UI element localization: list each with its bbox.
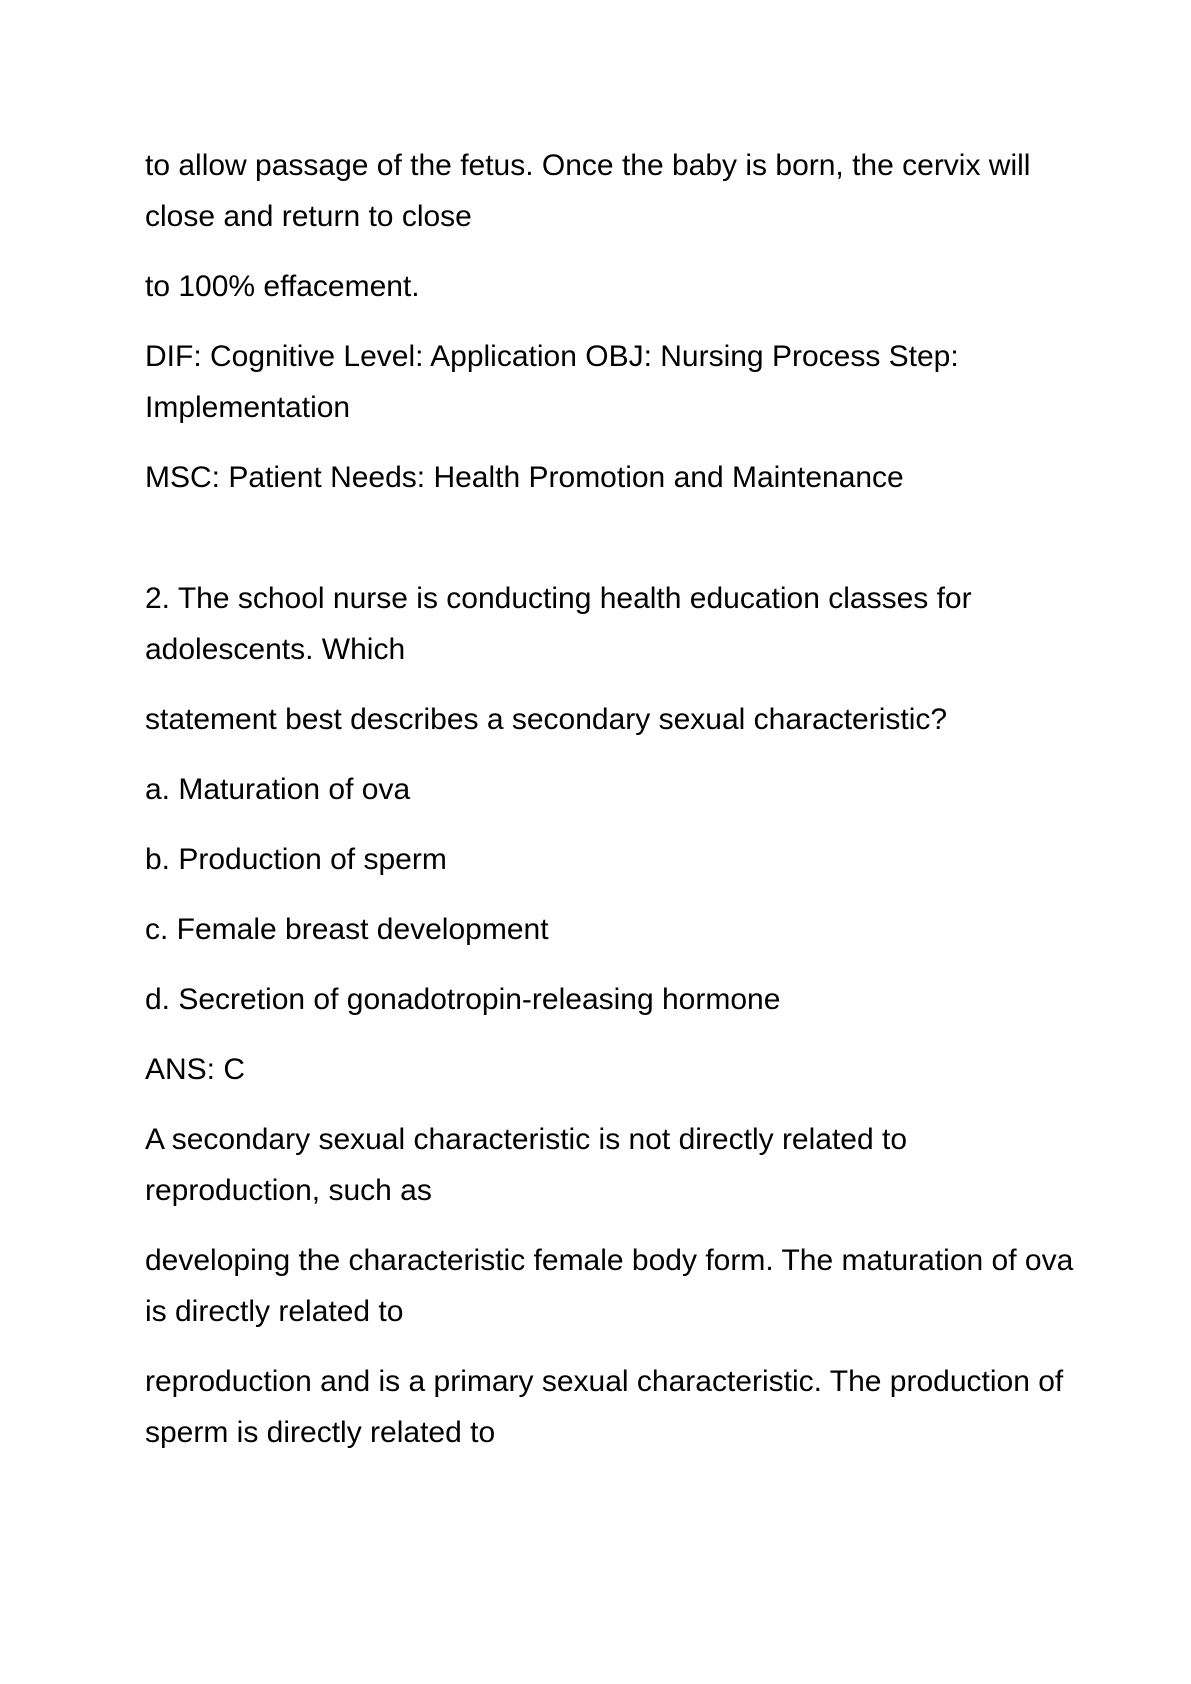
paragraph-msc: MSC: Patient Needs: Health Promotion and Maintenance (145, 461, 904, 494)
rationale-line-2: developing the characteristic female body form. The maturation of ova is directly related to (145, 1244, 1082, 1328)
paragraph-rationale-continued: to allow passage of the fetus. Once the baby is born, the cervix will close and return to close (145, 149, 1039, 233)
paragraph-dif-obj: DIF: Cognitive Level: Application OBJ: Nursing Process Step: Implementation (145, 340, 968, 424)
answer: ANS: C (145, 1053, 246, 1086)
paragraph-effacement: to 100% effacement. (145, 270, 420, 303)
rationale-line-3: reproduction and is a primary sexual characteristic. The production of sperm is directly related to (145, 1365, 1072, 1449)
option-c: c. Female breast development (145, 913, 549, 946)
option-b: b. Production of sperm (145, 843, 447, 876)
question-2-stem-continued: statement best describes a secondary sexual characteristic? (145, 703, 948, 736)
question-2-stem: 2. The school nurse is conducting health education classes for adolescents. Which (145, 582, 980, 666)
option-d: d. Secretion of gonadotropin-releasing hormone (145, 983, 781, 1016)
rationale-line-1: A secondary sexual characteristic is not directly related to reproduction, such as (145, 1123, 916, 1207)
option-a: a. Maturation of ova (145, 773, 411, 806)
page-content (145, 140, 1082, 1477)
